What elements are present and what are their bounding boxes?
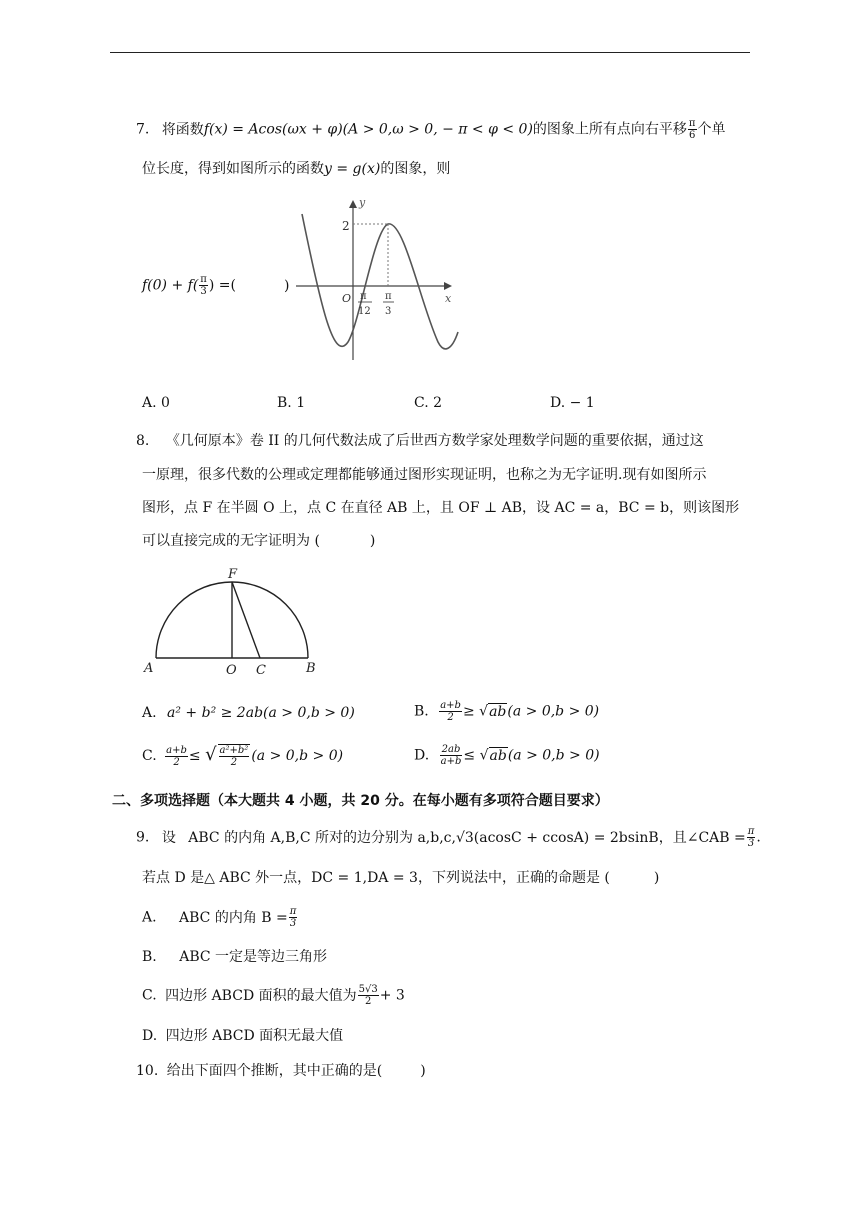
q9-option-a[interactable] <box>142 906 298 929</box>
q7-ask <box>142 274 289 297</box>
option-relation: ≤ <box>188 748 201 764</box>
q8-line1 <box>136 430 704 450</box>
option-text: 四边形 ABCD 面积的最大值为 <box>165 987 357 1004</box>
point-a-label: A <box>144 661 154 676</box>
option-label: C. <box>142 987 157 1004</box>
option-fraction <box>358 984 379 1007</box>
option-label: B. <box>414 703 429 720</box>
q7-line2-text-b: 的图象，则 <box>380 161 451 177</box>
q9-number: 9. <box>136 829 150 846</box>
q9-line2-close: ) <box>653 870 660 886</box>
segment-fc <box>232 582 260 658</box>
option-text: 四边形 ABCD 面积无最大值 <box>165 1028 344 1044</box>
option-fraction <box>440 744 463 767</box>
option-condition: (a > 0,b > 0) <box>507 703 600 720</box>
max-value-label: 2 <box>342 219 350 233</box>
y-axis-arrow <box>349 200 357 208</box>
q10-line <box>136 1060 426 1080</box>
fraction-numerator: a+b <box>440 700 461 711</box>
option-relation: ≥ <box>462 703 475 720</box>
option-fraction <box>439 700 462 723</box>
fraction-numerator: a²+b² <box>219 745 249 756</box>
option-radicand: ab <box>489 703 507 720</box>
q9-text-a: 设 <box>161 829 176 846</box>
fraction-denominator: 3 <box>200 286 207 297</box>
q10-number: 10. <box>136 1063 159 1079</box>
option-label: C. <box>142 748 157 764</box>
q7-formula: f(x) = Acos(ωx + φ)(A > 0,ω > 0, − π < φ < 0) <box>203 121 533 138</box>
q8-option-d[interactable]: D. $\frac{2ab}{a+b}$ ≤ √ab(a > 0,b > 0) <box>414 744 600 767</box>
x-axis-arrow <box>444 282 452 290</box>
q7-ask-fraction <box>199 274 208 297</box>
y-label: y <box>359 196 366 209</box>
point-c-label: C <box>256 663 266 678</box>
fraction-denominator: 3 <box>289 918 297 929</box>
tick1-denominator: 12 <box>358 306 371 317</box>
tick2-denominator: 3 <box>385 306 392 317</box>
q9-cab-fraction <box>747 826 756 849</box>
q7-ask-formula: f(0) + f( <box>142 277 199 294</box>
q8-option-b[interactable]: B. $\frac{a+b}{2}$ ≥ √ab(a > 0,b > 0) <box>414 700 600 723</box>
fraction-denominator: 6 <box>689 130 696 141</box>
option-condition: (a > 0,b > 0) <box>507 747 600 764</box>
fraction-denominator: 3 <box>747 838 755 849</box>
fraction-numerator: π <box>200 274 207 285</box>
q7-shift-fraction <box>688 118 697 141</box>
q8-line4-text: 可以直接完成的无字证明为 ( <box>142 533 320 549</box>
fraction-numerator: 2ab <box>440 744 463 756</box>
header-rule <box>110 52 750 53</box>
fraction-denominator: 2 <box>364 996 372 1007</box>
fraction-denominator: 2 <box>447 712 454 723</box>
q7-option-d[interactable]: D. − 1 <box>550 395 595 411</box>
option-text: ABC 的内角 B = <box>179 909 288 926</box>
option-radical-fraction <box>218 744 251 768</box>
q7-option-c[interactable]: C. 2 <box>414 395 443 411</box>
q8-number: 8. <box>136 433 150 449</box>
q8-line4-close: ) <box>369 533 376 549</box>
option-text: ABC 一定是等边三角形 <box>179 949 328 965</box>
option-label: D. <box>414 747 430 764</box>
q10-text: 给出下面四个推断，其中正确的是( <box>166 1063 383 1079</box>
q9-period: . <box>756 829 761 846</box>
fraction-numerator: π <box>747 826 755 837</box>
q7-line2-formula: y = g(x) <box>324 161 381 177</box>
option-relation: ≤ <box>463 747 476 764</box>
option-label: A. <box>142 705 157 721</box>
fraction-denominator: a+b <box>440 756 462 767</box>
fraction-denominator: 2 <box>173 756 180 768</box>
q7-sine-graph <box>296 192 462 362</box>
q9-line2-text: 若点 D 是△ ABC 外一点，DC = 1,DA = 3，下列说法中，正确的命题是 ( <box>142 870 610 886</box>
q9-text-b: ABC 的内角 A,B,C 所对的边分别为 a,b,c,√3(acosC + ccosA) = 2bsinB，且∠CAB = <box>188 829 746 846</box>
option-label: A. <box>142 909 157 926</box>
q7-ask-paren: ) =( <box>208 277 236 294</box>
option-condition: (a > 0,b > 0) <box>251 748 344 764</box>
q10-close: ) <box>420 1063 426 1079</box>
option-fraction <box>289 906 298 929</box>
q7-text-b: 的图象上所有点向右平移 <box>532 121 687 138</box>
fraction-numerator: a+b <box>166 744 187 756</box>
option-label: B. <box>142 949 157 965</box>
q8-line2: 一原理，很多代数的公理或定理都能够通过图形实现证明，也称之为无字证明.现有如图所示 <box>142 467 707 483</box>
q7-text: 将函数 <box>161 121 204 138</box>
q7-option-b[interactable]: B. 1 <box>277 395 306 411</box>
x-label: x <box>445 292 452 305</box>
point-b-label: B <box>306 661 316 676</box>
q7-text-c: 个单 <box>697 121 726 138</box>
q8-option-a[interactable] <box>142 705 355 721</box>
point-o-label: O <box>226 663 237 678</box>
q8-line3: 图形，点 F 在半圆 O 上，点 C 在直径 AB 上，且 OF ⊥ AB，设 AC = a，BC = b，则该图形 <box>142 500 740 516</box>
q9-option-d[interactable] <box>142 1025 343 1045</box>
option-formula: a² + b² ≥ 2ab(a > 0,b > 0) <box>167 705 355 721</box>
option-fraction <box>165 745 188 768</box>
point-f-label: F <box>228 567 238 582</box>
tick1-numerator: π <box>360 291 367 302</box>
tick2-numerator: π <box>385 291 392 302</box>
q7-number: 7. <box>136 121 150 138</box>
fraction-numerator: π <box>688 118 696 129</box>
fraction-numerator: 5√3 <box>358 984 378 995</box>
q9-option-c[interactable] <box>142 984 405 1007</box>
option-radicand: ab <box>489 747 507 764</box>
q8-option-c[interactable]: C. $\frac{a+b}{2}$ ≤ √ $\frac{\text{a²+b²}}{2}$ (a > 0,b > 0) <box>142 744 344 768</box>
q8-semicircle-figure <box>142 566 328 680</box>
q7-line2 <box>142 158 450 178</box>
q8-line4 <box>142 530 375 550</box>
section-2-heading: 二、多项选择题（本大题共 4 小题，共 20 分。在每小题有多项符合题目要求） <box>112 793 609 809</box>
q7-line2-text: 位长度，得到如图所示的函数 <box>142 161 324 177</box>
fraction-denominator: 2 <box>230 757 238 768</box>
q7-ask-close: ) <box>283 277 290 294</box>
fraction-numerator: π <box>289 906 297 917</box>
q9-option-b[interactable] <box>142 946 327 966</box>
q7-option-a[interactable]: A. 0 <box>142 395 170 411</box>
q7-line1 <box>136 118 726 141</box>
q9-line2 <box>142 867 659 887</box>
sine-curve <box>302 214 458 349</box>
q9-line1 <box>136 826 761 849</box>
q8-text-1: 《几何原本》卷 II 的几何代数法成了后世西方数学家处理数学问题的重要依据，通过这 <box>165 433 704 449</box>
option-label: D. <box>142 1028 158 1044</box>
option-tail: + 3 <box>379 987 405 1004</box>
origin-label: O <box>342 292 352 305</box>
